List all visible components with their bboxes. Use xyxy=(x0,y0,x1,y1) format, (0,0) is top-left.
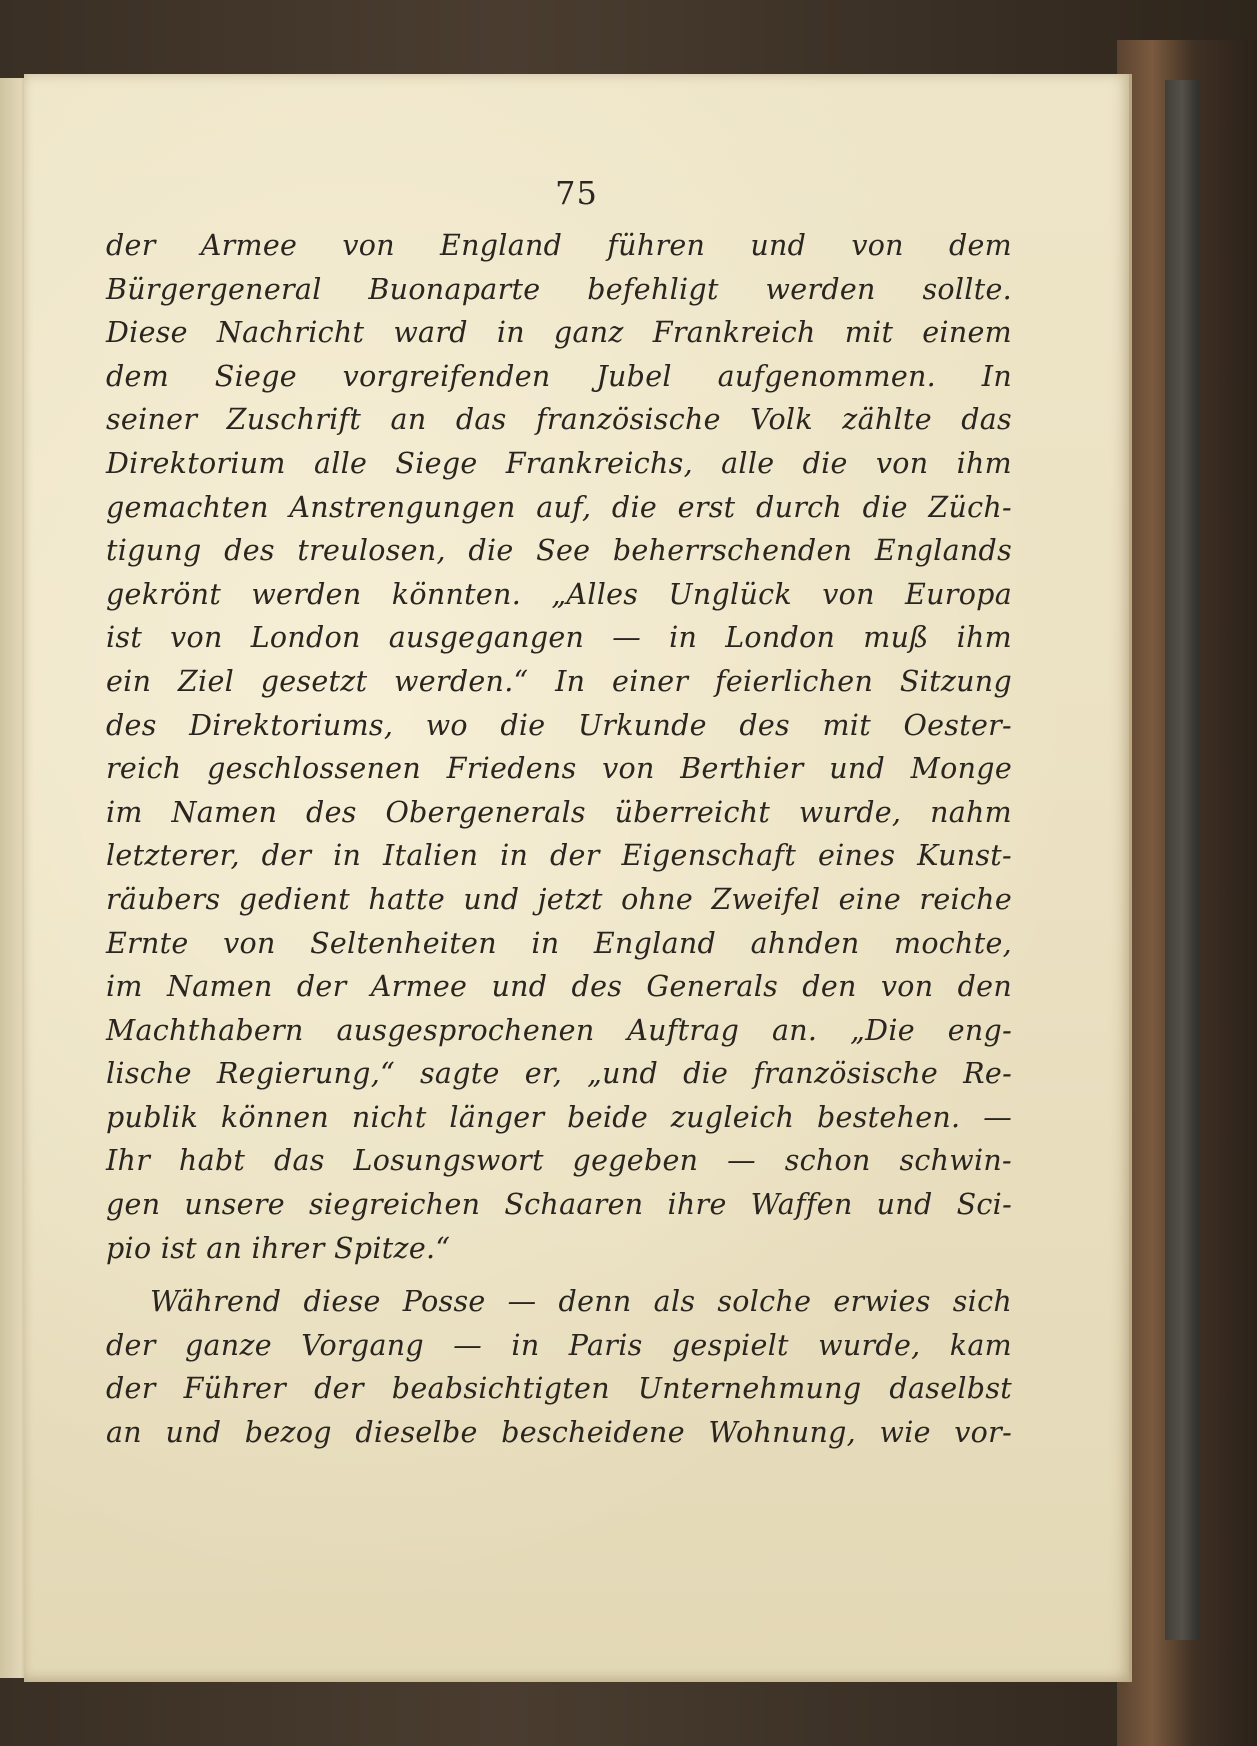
page-text-block xyxy=(106,224,1012,1455)
text-line: gemachten Anstrengungen auf, die erst durch die Züch- xyxy=(106,490,1012,524)
text-line: lische Regierung,“ sagte er, „und die französische Re- xyxy=(106,1057,1012,1091)
text-line: reich geschlossenen Friedens von Berthier und Monge xyxy=(106,752,1012,786)
text-line: Während diese Posse — denn als solche erwies sich xyxy=(150,1285,1012,1319)
paragraph-1 xyxy=(106,224,1012,1270)
text-line: seiner Zuschrift an das französische Volk zählte das xyxy=(106,403,1012,437)
text-line: pio ist an ihrer Spitze.“ xyxy=(106,1231,451,1265)
text-line: gekrönt werden könnten. „Alles Unglück von Europa xyxy=(106,577,1012,611)
text-line: Machthabern ausgesprochenen Auftrag an. „Die eng- xyxy=(106,1013,1012,1047)
text-line: im Namen der Armee und des Generals den von den xyxy=(106,970,1012,1004)
text-line: dem Siege vorgreifenden Jubel aufgenommen. In xyxy=(106,359,1012,393)
text-line: Direktorium alle Siege Frankreichs, alle die von ihm xyxy=(106,446,1012,480)
text-line: der Armee von England führen und von dem xyxy=(106,229,1012,262)
text-line: Ihr habt das Losungswort gegeben — schon schwin- xyxy=(106,1144,1012,1178)
text-line: Bürgergeneral Buonaparte befehligt werden sollte. xyxy=(106,272,1012,306)
text-line: räubers gedient hatte und jetzt ohne Zweifel eine reiche xyxy=(106,882,1012,916)
text-line: tigung des treulosen, die See beherrschenden Englands xyxy=(106,534,1012,568)
text-line: letzterer, der in Italien in der Eigenschaft eines Kunst- xyxy=(106,839,1012,873)
text-line: Ernte von Seltenheiten in England ahnden mochte, xyxy=(106,926,1012,960)
text-line: an und bezog dieselbe bescheidene Wohnung, wie vor- xyxy=(106,1416,1012,1450)
book-page xyxy=(24,74,1132,1682)
book-spine-stripe xyxy=(1165,80,1199,1640)
text-line: ist von London ausgegangen — in London muß ihm xyxy=(106,621,1012,655)
text-line: Diese Nachricht ward in ganz Frankreich mit einem xyxy=(106,316,1012,350)
paragraph-gap xyxy=(106,1270,1012,1280)
text-line: des Direktoriums, wo die Urkunde des mit Oester- xyxy=(106,708,1012,742)
text-line: im Namen des Obergenerals überreicht wurde, nahm xyxy=(106,795,1012,829)
text-line: ein Ziel gesetzt werden.“ In einer feierlichen Sitzung xyxy=(106,664,1012,698)
page-number: 75 xyxy=(555,174,598,212)
paragraph-2 xyxy=(106,1280,1012,1454)
text-line: gen unsere siegreichen Schaaren ihre Waffen und Sci- xyxy=(106,1188,1012,1222)
text-line: publik können nicht länger beide zugleich bestehen. — xyxy=(106,1100,1012,1134)
text-line: der ganze Vorgang — in Paris gespielt wurde, kam xyxy=(106,1328,1012,1362)
text-line: der Führer der beabsichtigten Unternehmung daselbst xyxy=(106,1372,1012,1406)
